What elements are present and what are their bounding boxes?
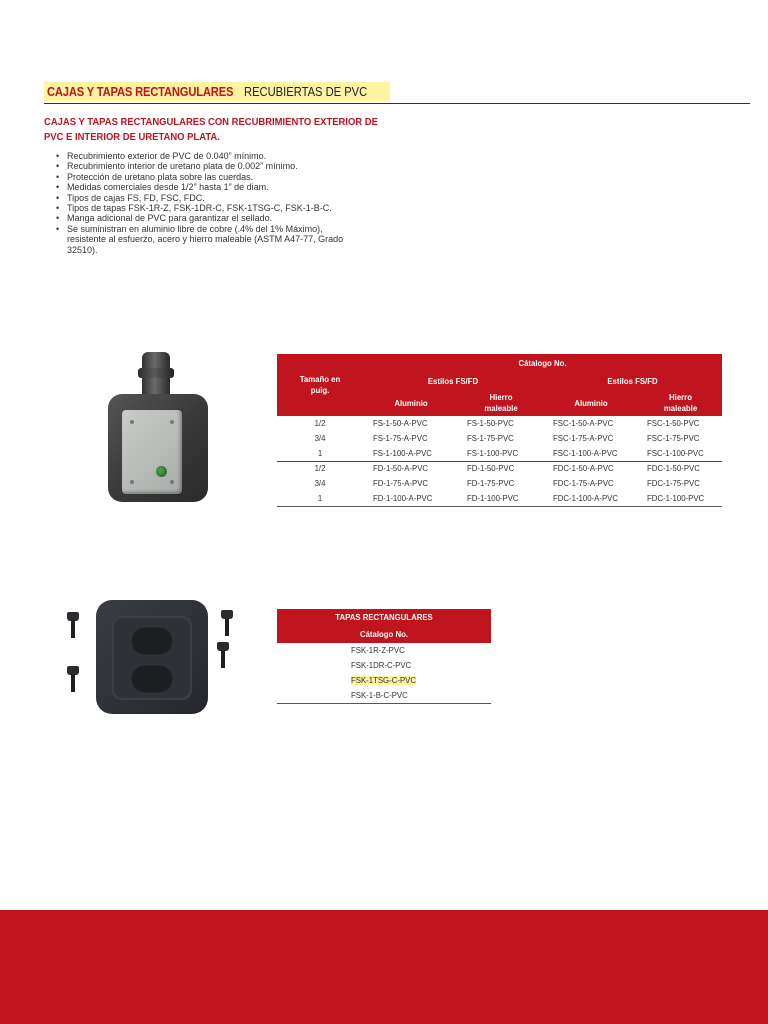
list-item: • Tipos de cajas FS, FD, FSC, FDC. (56, 193, 356, 203)
cell-size: 3/4 (314, 479, 326, 488)
col-header-style-1: Estilos FS/FD (363, 372, 543, 390)
cell: FSK-1-B-C-PVC (277, 688, 491, 703)
cell-highlighted (277, 673, 491, 688)
screw-knob-icon (216, 642, 230, 668)
cell: FD-1-75-PVC (467, 479, 515, 488)
box-product-image (104, 352, 216, 502)
cell-size: 3/4 (314, 434, 326, 443)
list-item: • Tipos de tapas FSK-1R-Z, FSK-1DR-C, FSK-1TSG-C, FSK-1-B-C. (56, 203, 356, 213)
col-header-hierro-1-label: Hierro maleable (484, 393, 518, 413)
cell: FSC-1-100-A-PVC (553, 448, 618, 458)
screw-knob-icon (220, 610, 234, 636)
screw-icon (130, 420, 134, 424)
cell: FS-1-50-PVC (467, 419, 514, 428)
cell: FDC-1-100-A-PVC (543, 491, 639, 506)
cell: FS-1-100-A-PVC (373, 448, 432, 458)
covers-table-title: TAPAS RECTANGULARES (277, 609, 491, 626)
col-header-aluminio-2: Aluminio (543, 390, 639, 416)
col-header-hierro-2-label: Hierro maleable (663, 393, 698, 413)
cell: FS-1-75-PVC (467, 434, 514, 443)
cell: FS-1-50-A-PVC (373, 419, 428, 428)
table-row (277, 476, 722, 491)
cell: FS-1-75-A-PVC (373, 434, 428, 443)
cell: FSC-1-50-PVC (647, 419, 700, 428)
cell: FD-1-50-PVC (459, 461, 543, 476)
table-row (277, 461, 722, 476)
table-row (277, 658, 491, 673)
cell: FD-1-100-PVC (459, 491, 543, 506)
table-row (277, 491, 722, 506)
table-row (277, 446, 722, 461)
page-title-rest: RECUBIERTAS DE PVC (243, 84, 367, 99)
outlet-opening-top (130, 626, 174, 656)
screw-knob-icon (66, 666, 80, 692)
col-header-style-2: Estilos FS/FD (543, 372, 722, 390)
cell: FDC-1-50-PVC (639, 461, 722, 476)
footer-band (0, 910, 768, 1024)
cell: FDC-1-50-A-PVC (543, 461, 639, 476)
cell: FSK-1R-Z-PVC (351, 646, 405, 655)
covers-table-subtitle: Cátalogo No. (277, 626, 491, 643)
cell: FSC-1-100-PVC (647, 448, 704, 458)
outlet-opening-bottom (130, 664, 174, 694)
section-subtitle (44, 115, 378, 145)
col-header-size-label: Tamaño en puig. (299, 375, 341, 395)
list-item: • Protección de uretano plata sobre las cuerdas. (56, 172, 356, 182)
list-item: • Recubrimiento interior de uretano plata de 0.002” mínimo. (56, 161, 356, 171)
page-title: CAJAS Y TAPAS RECTANGULARES (47, 84, 234, 99)
cell-size: 1 (277, 491, 363, 506)
list-item: • Recubrimiento exterior de PVC de 0.040” mínimo. (56, 151, 356, 161)
cell: FS-1-100-PVC (467, 448, 519, 458)
screw-icon (130, 480, 134, 484)
cell-size: 1/2 (314, 419, 326, 428)
list-item: • Se suministran en aluminio libre de cobre (.4% del 1% Máximo), resistente al esfuerzo, acero y hierro maleable (ASTM A47-77, Grado 32510). (56, 224, 356, 255)
indicator-light (156, 466, 167, 477)
hub-ring (138, 368, 174, 378)
cell: FSK-1DR-C-PVC (351, 661, 412, 670)
table-row (277, 431, 722, 446)
cell: FSC-1-75-A-PVC (553, 434, 614, 443)
col-header-aluminio-1: Aluminio (363, 390, 459, 416)
list-item: • Manga adicional de PVC para garantizar el sellado. (56, 213, 356, 223)
cell: FSC-1-75-PVC (647, 434, 700, 443)
highlighted-part-number: FSK-1TSG-C-PVC (351, 676, 416, 685)
cell: FDC-1-100-PVC (639, 491, 722, 506)
subtitle-line-2: PVC E INTERIOR DE URETANO PLATA. (44, 131, 220, 143)
title-highlight (44, 82, 390, 101)
col-header-hierro-1 (459, 390, 543, 416)
table-row (277, 643, 491, 658)
box-cover-plate (122, 410, 182, 494)
screw-icon (170, 480, 174, 484)
cell: FSC-1-50-A-PVC (553, 419, 614, 428)
cell-size: 1/2 (277, 461, 363, 476)
cell: FDC-1-75-PVC (647, 479, 700, 488)
col-header-catalog: Cátalogo No. (363, 354, 722, 372)
covers-table (277, 609, 491, 704)
page-header (44, 80, 750, 104)
col-header-hierro-2 (639, 390, 722, 416)
screw-icon (170, 420, 174, 424)
cell: FD-1-75-A-PVC (373, 479, 429, 488)
subtitle-line-1: CAJAS Y TAPAS RECTANGULARES CON RECUBRIMIENTO EXTERIOR DE (44, 116, 378, 128)
screw-knob-icon (66, 612, 80, 638)
table-row (277, 673, 491, 688)
feature-list (56, 151, 356, 255)
cell: FD-1-100-A-PVC (363, 491, 459, 506)
cell-size: 1 (317, 448, 323, 458)
list-item: • Medidas comerciales desde 1/2” hasta 1” de diam. (56, 182, 356, 192)
catalog-table (277, 354, 722, 507)
col-header-size (277, 354, 363, 416)
cell: FDC-1-75-A-PVC (553, 479, 614, 488)
table-row (277, 688, 491, 703)
table-row (277, 416, 722, 431)
cell: FD-1-50-A-PVC (363, 461, 459, 476)
cover-product-image (60, 598, 250, 718)
